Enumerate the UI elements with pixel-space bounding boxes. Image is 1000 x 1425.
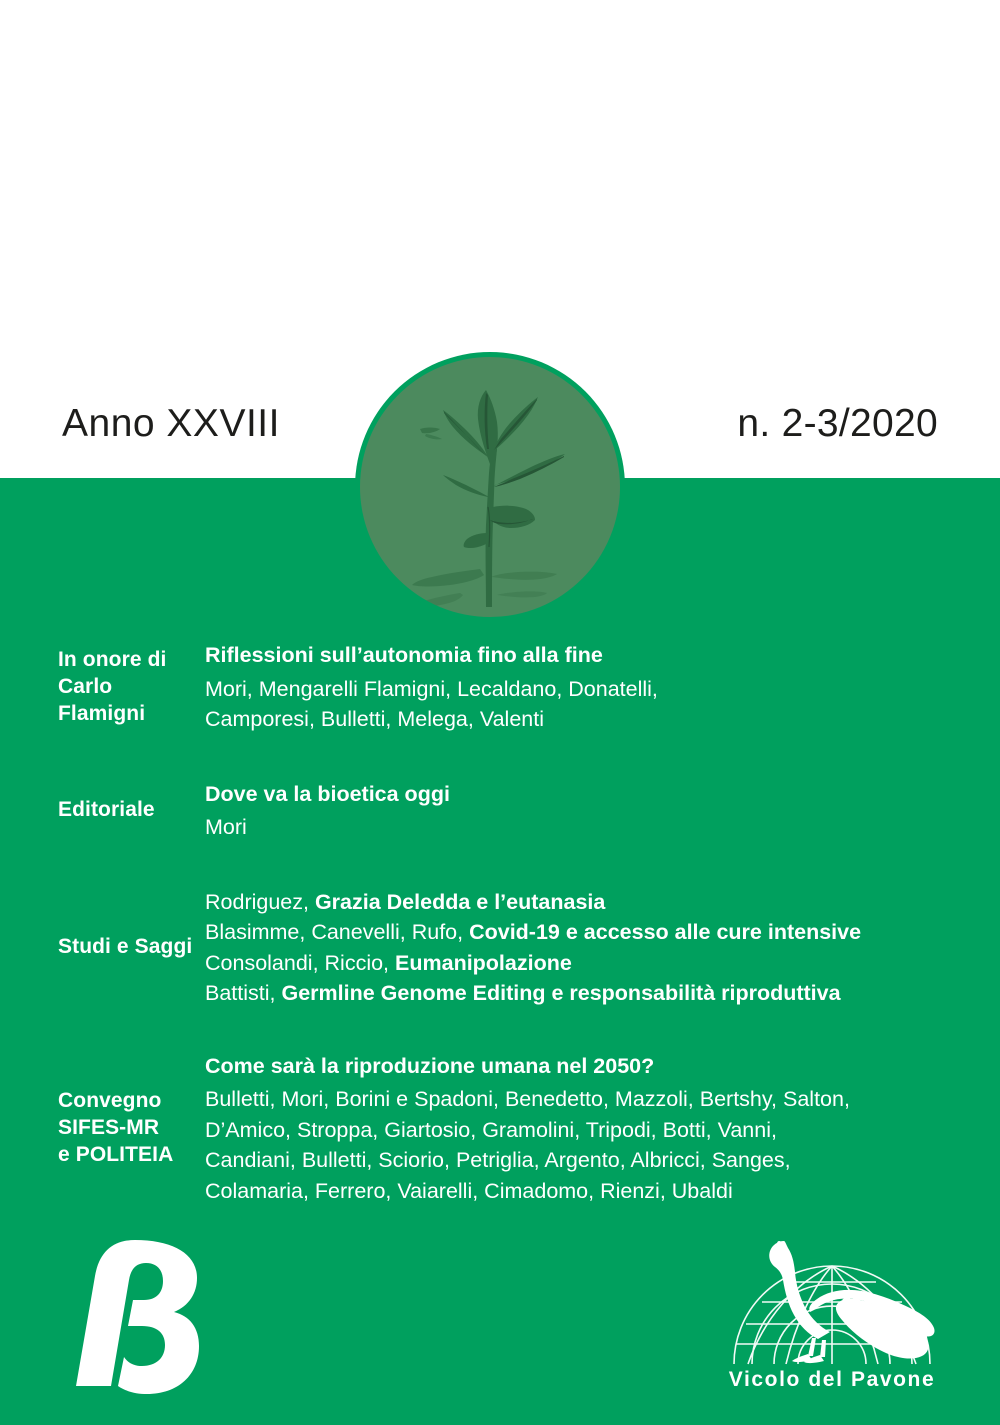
toc-section-studi-e-saggi <box>0 887 1000 1009</box>
toc-section-entries <box>205 779 1000 843</box>
toc-section-label-line: SIFES-MR <box>58 1115 160 1139</box>
publisher-name: Vicolo del Pavone <box>728 1368 936 1391</box>
toc-section-label <box>0 934 205 961</box>
toc-entry[interactable] <box>205 1051 960 1082</box>
toc-entry-title: Riflessioni sull’autonomia fino alla fine <box>205 643 603 667</box>
publisher-logo <box>722 1238 942 1398</box>
toc-section-label-line: Convegno <box>58 1089 162 1113</box>
toc-entry[interactable] <box>205 948 960 979</box>
toc-section-entries <box>205 640 1000 735</box>
toc-section-label-line: e POLITEIA <box>58 1142 174 1166</box>
toc-section-entries <box>205 887 1000 1009</box>
toc-entry-authors: Bulletti, Mori, Borini e Spadoni, Benedetto, Mazzoli, Bertshy, Salton, <box>205 1087 850 1112</box>
toc-entry-authors: Colamaria, Ferrero, Vaiarelli, Cimadomo, Rienzi, Ubaldi <box>205 1178 733 1203</box>
toc-entry-title: Covid-19 e accesso alle cure intensive <box>469 920 862 945</box>
toc-section-convegno-sifes-mr-e-politeia <box>0 1051 1000 1207</box>
toc-entry-authors-line <box>205 674 960 705</box>
toc-entry-title: Germline Genome Editing e responsabilità riproduttiva <box>281 981 841 1006</box>
greek-beta-logo <box>72 1236 202 1396</box>
toc-entry-authors: D’Amico, Stroppa, Giartosio, Gramolini, Tripodi, Botti, Vanni, <box>205 1117 777 1142</box>
emblem <box>355 352 625 622</box>
toc-entry-authors: Battisti, <box>205 981 282 1006</box>
toc-entry-authors-line <box>205 1176 960 1207</box>
toc-entry-authors: Rodriguez, <box>205 889 315 914</box>
toc-entry-authors-line <box>205 812 960 843</box>
toc-entry-authors: Mori, Mengarelli Flamigni, Lecaldano, Donatelli, <box>205 676 658 701</box>
cover-footer <box>0 1230 1000 1425</box>
emblem-disc <box>360 357 620 617</box>
toc-section-label <box>0 1088 205 1169</box>
toc-section-label-line: In onore di <box>58 647 167 671</box>
toc-entry-title: Dove va la bioetica oggi <box>205 781 450 806</box>
toc-section-label-line: Studi e Saggi <box>58 935 193 959</box>
toc-entry-authors: Mori <box>205 815 247 840</box>
toc-entry[interactable] <box>205 978 960 1009</box>
toc-entry-authors-line <box>205 1115 960 1146</box>
toc-section-label <box>0 797 205 824</box>
toc-entry-title: Come sarà la riproduzione umana nel 2050? <box>205 1053 655 1078</box>
table-of-contents <box>0 640 1000 1206</box>
toc-entry-authors: Candiani, Bulletti, Sciorio, Petriglia, Argento, Albricci, Sanges, <box>205 1148 791 1173</box>
toc-entry-authors: Camporesi, Bulletti, Melega, Valenti <box>205 707 544 732</box>
toc-section-label <box>0 647 205 728</box>
toc-entry-authors-line <box>205 704 960 735</box>
peacock-globe-icon <box>722 1238 942 1366</box>
issue-line <box>0 402 1000 462</box>
toc-entry-title: Eumanipolazione <box>395 950 572 975</box>
toc-entry-authors-line <box>205 1084 960 1115</box>
seedling-plant-illustration <box>360 357 620 617</box>
toc-section-in-onore-di-carlo-flamigni <box>0 640 1000 735</box>
toc-entry[interactable] <box>205 640 960 671</box>
issue-number: n. 2-3/2020 <box>737 402 938 445</box>
issue-year: Anno XXVIII <box>62 402 280 445</box>
toc-section-label-line: Carlo Flamigni <box>58 674 146 725</box>
toc-section-entries <box>205 1051 1000 1207</box>
toc-section-editoriale <box>0 779 1000 843</box>
toc-entry[interactable] <box>205 887 960 918</box>
toc-entry-authors: Blasimme, Canevelli, Rufo, <box>205 920 470 945</box>
toc-entry-authors: Consolandi, Riccio, <box>205 950 396 975</box>
toc-entry-authors-line <box>205 1145 960 1176</box>
toc-entry[interactable] <box>205 917 960 948</box>
toc-section-label-line: Editoriale <box>58 798 155 822</box>
toc-entry-title: Grazia Deledda e l’eutanasia <box>314 889 606 914</box>
toc-entry[interactable] <box>205 779 960 810</box>
